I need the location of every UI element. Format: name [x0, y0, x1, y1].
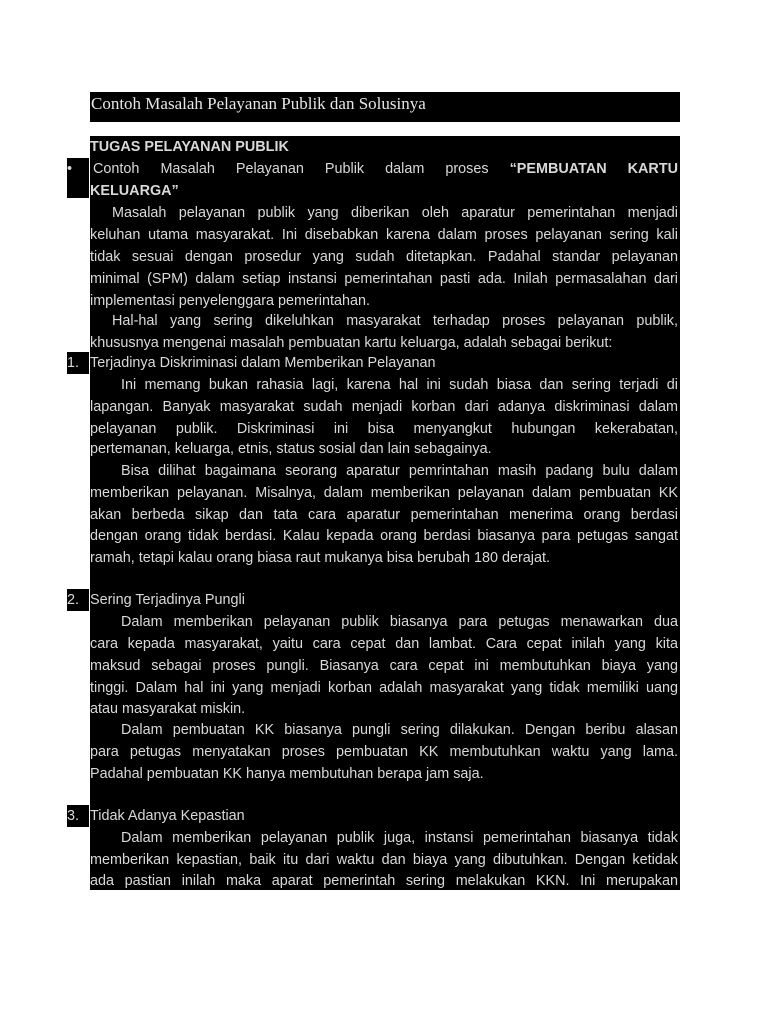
paragraph-line: atau masyarakat miskin. [90, 701, 246, 717]
list-number: 2. [67, 592, 80, 608]
paragraph-line: pertemanan, keluarga, etnis, status sosial dan lain sebagainya. [90, 441, 492, 457]
paragraph-line: tidak sesuai dengan prosedur yang sudah ditetapkan. Padahal standar pelayanan [90, 249, 678, 265]
paragraph-line: maksud sebagai proses pungli. Biasanya cara cepat ini membutuhkan biaya yang [90, 658, 678, 674]
paragraph-line: Masalah pelayanan publik yang diberikan oleh aparatur pemerintahan menjadi [112, 205, 678, 221]
list-number: 3. [67, 808, 80, 824]
paragraph-line: lapangan. Banyak masyarakat sudah menjadi korban dari adanya diskriminasi dalam [90, 399, 678, 415]
paragraph-line: dengan orang tidak berdasi. Kalau kepada orang berdasi biasanya para petugas sangat [90, 528, 678, 544]
paragraph-line: implementasi penyelenggara pemerintahan. [90, 293, 370, 309]
paragraph-line: Dalam memberikan pelayanan publik biasanya para petugas menawarkan dua [121, 614, 678, 630]
paragraph-line: Padahal pembuatan KK hanya membutuhan berapa jam saja. [90, 766, 484, 782]
paragraph-line: Dalam pembuatan KK biasanya pungli sering dilakukan. Dengan beribu alasan [121, 722, 678, 738]
paragraph-line: khususnya mengenai masalah pembuatan kartu keluarga, adalah sebagai berikut: [90, 335, 613, 351]
bullet-text-bold: “PEMBUATAN KARTU [509, 161, 678, 177]
paragraph-line: ramah, tetapi kalau orang biasa raut mukanya bisa berubah 180 derajat. [90, 550, 550, 566]
paragraph-line: Bisa dilihat bagaimana seorang aparatur pemrintahan masih padang bulu dalam [121, 463, 678, 479]
list-item-heading: Sering Terjadinya Pungli [90, 592, 245, 608]
list-number: 1. [67, 355, 80, 371]
list-item-heading: Terjadinya Diskriminasi dalam Memberikan Pelayanan [90, 355, 436, 371]
paragraph-line: minimal (SPM) dalam setiap instansi pemerintahan pasti ada. Inilah permasalahan dari [90, 271, 678, 287]
bullet-text: Contoh Masalah Pelayanan Publik dalam proses [93, 161, 510, 177]
paragraph-line: ada pastian inilah maka aparat pemerintah sering melakukan KKN. Ini merupakan [90, 873, 678, 889]
paragraph-line: akan berbeda sikap dan tata cara aparatur pemerintahan menerima orang berdasi [90, 507, 678, 523]
paragraph-line: pelayanan publik. Diskriminasi ini bisa menyangkut hubungan kekerabatan, [90, 421, 678, 437]
paragraph-line: memberikan pelayanan. Misalnya, dalam memberikan pelayanan dalam pembuatan KK [90, 485, 678, 501]
paragraph-line: cara kepada masyarakat, yaitu cara cepat dan lambat. Cara cepat inilah yang kita [90, 636, 678, 652]
section-heading: TUGAS PELAYANAN PUBLIK [90, 139, 289, 155]
bullet-line-2: KELUARGA” [90, 183, 179, 199]
document-title: Contoh Masalah Pelayanan Publik dan Solusinya [90, 92, 680, 122]
paragraph-line: tinggi. Dalam hal ini yang menjadi korban adalah masyarakat yang tidak memiliki uang [90, 680, 678, 696]
paragraph-line: para petugas menyatakan proses pembuatan KK membutuhkan waktu yang lama. [90, 744, 678, 760]
paragraph-line: memberikan kepastian, baik itu dari waktu dan biaya yang dibutuhkan. Dengan ketidak [90, 852, 678, 868]
bullet-marker: • [67, 161, 73, 177]
paragraph-line: Ini memang bukan rahasia lagi, karena hal ini sudah biasa dan sering terjadi di [121, 377, 678, 393]
paragraph-line: keluhan utama masyarakat. Ini disebabkan karena dalam proses pelayanan sering kali [90, 227, 678, 243]
bullet-line-1 [90, 158, 678, 180]
list-item-heading: Tidak Adanya Kepastian [90, 808, 245, 824]
paragraph-line: Hal-hal yang sering dikeluhkan masyarakat terhadap proses pelayanan publik, [112, 313, 678, 329]
paragraph-line: Dalam memberikan pelayanan publik juga, instansi pemerintahan biasanya tidak [121, 830, 678, 846]
